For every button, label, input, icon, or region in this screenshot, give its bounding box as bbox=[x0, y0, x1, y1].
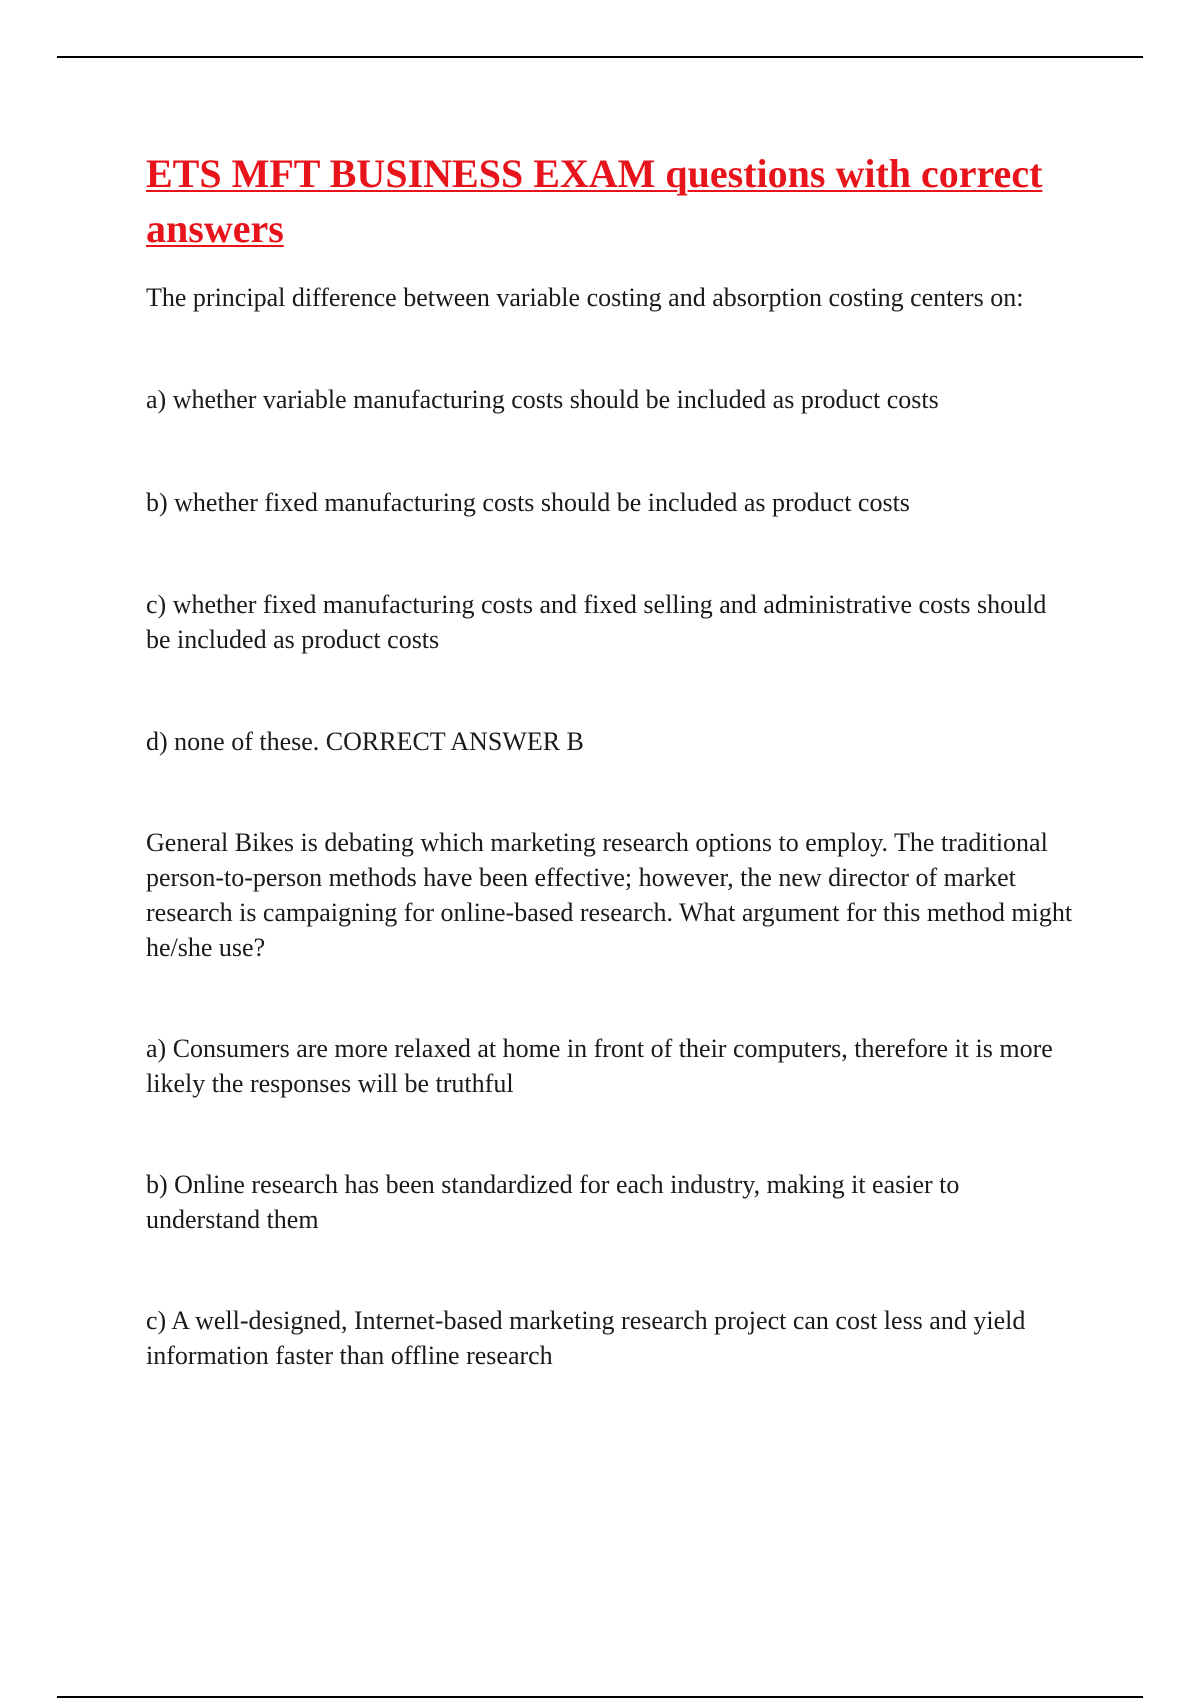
question-1-option-b: b) whether fixed manufacturing costs should be included as product costs bbox=[146, 488, 910, 517]
question-2-option-b: b) Online research has been standardized for each industry, making it easier to understand them bbox=[146, 1170, 960, 1234]
footer-rule bbox=[57, 1696, 1143, 1698]
question-1-option-a: a) whether variable manufacturing costs should be included as product costs bbox=[146, 385, 939, 414]
document-title: ETS MFT BUSINESS EXAM questions with correct answers bbox=[146, 151, 1043, 251]
question-1-option-c: c) whether fixed manufacturing costs and fixed selling and administrative costs should be included as product costs bbox=[146, 590, 1047, 654]
header-rule bbox=[57, 56, 1143, 58]
question-1-option-d: d) none of these. CORRECT ANSWER B bbox=[146, 727, 584, 756]
question-2-option-c: c) A well-designed, Internet-based marketing research project can cost less and yield information faster than offline research bbox=[146, 1306, 1026, 1370]
question-2-prompt: General Bikes is debating which marketing research options to employ. The traditional person-to-person methods have been effective; however, the new director of market research is campaigning for online-based research. What argument for this method might he/she use? bbox=[146, 828, 1073, 962]
document-body bbox=[146, 146, 1076, 1373]
question-1-prompt: The principal difference between variable costing and absorption costing centers on: bbox=[146, 283, 1024, 312]
question-2-option-a: a) Consumers are more relaxed at home in front of their computers, therefore it is more likely the responses will be truthful bbox=[146, 1034, 1053, 1098]
